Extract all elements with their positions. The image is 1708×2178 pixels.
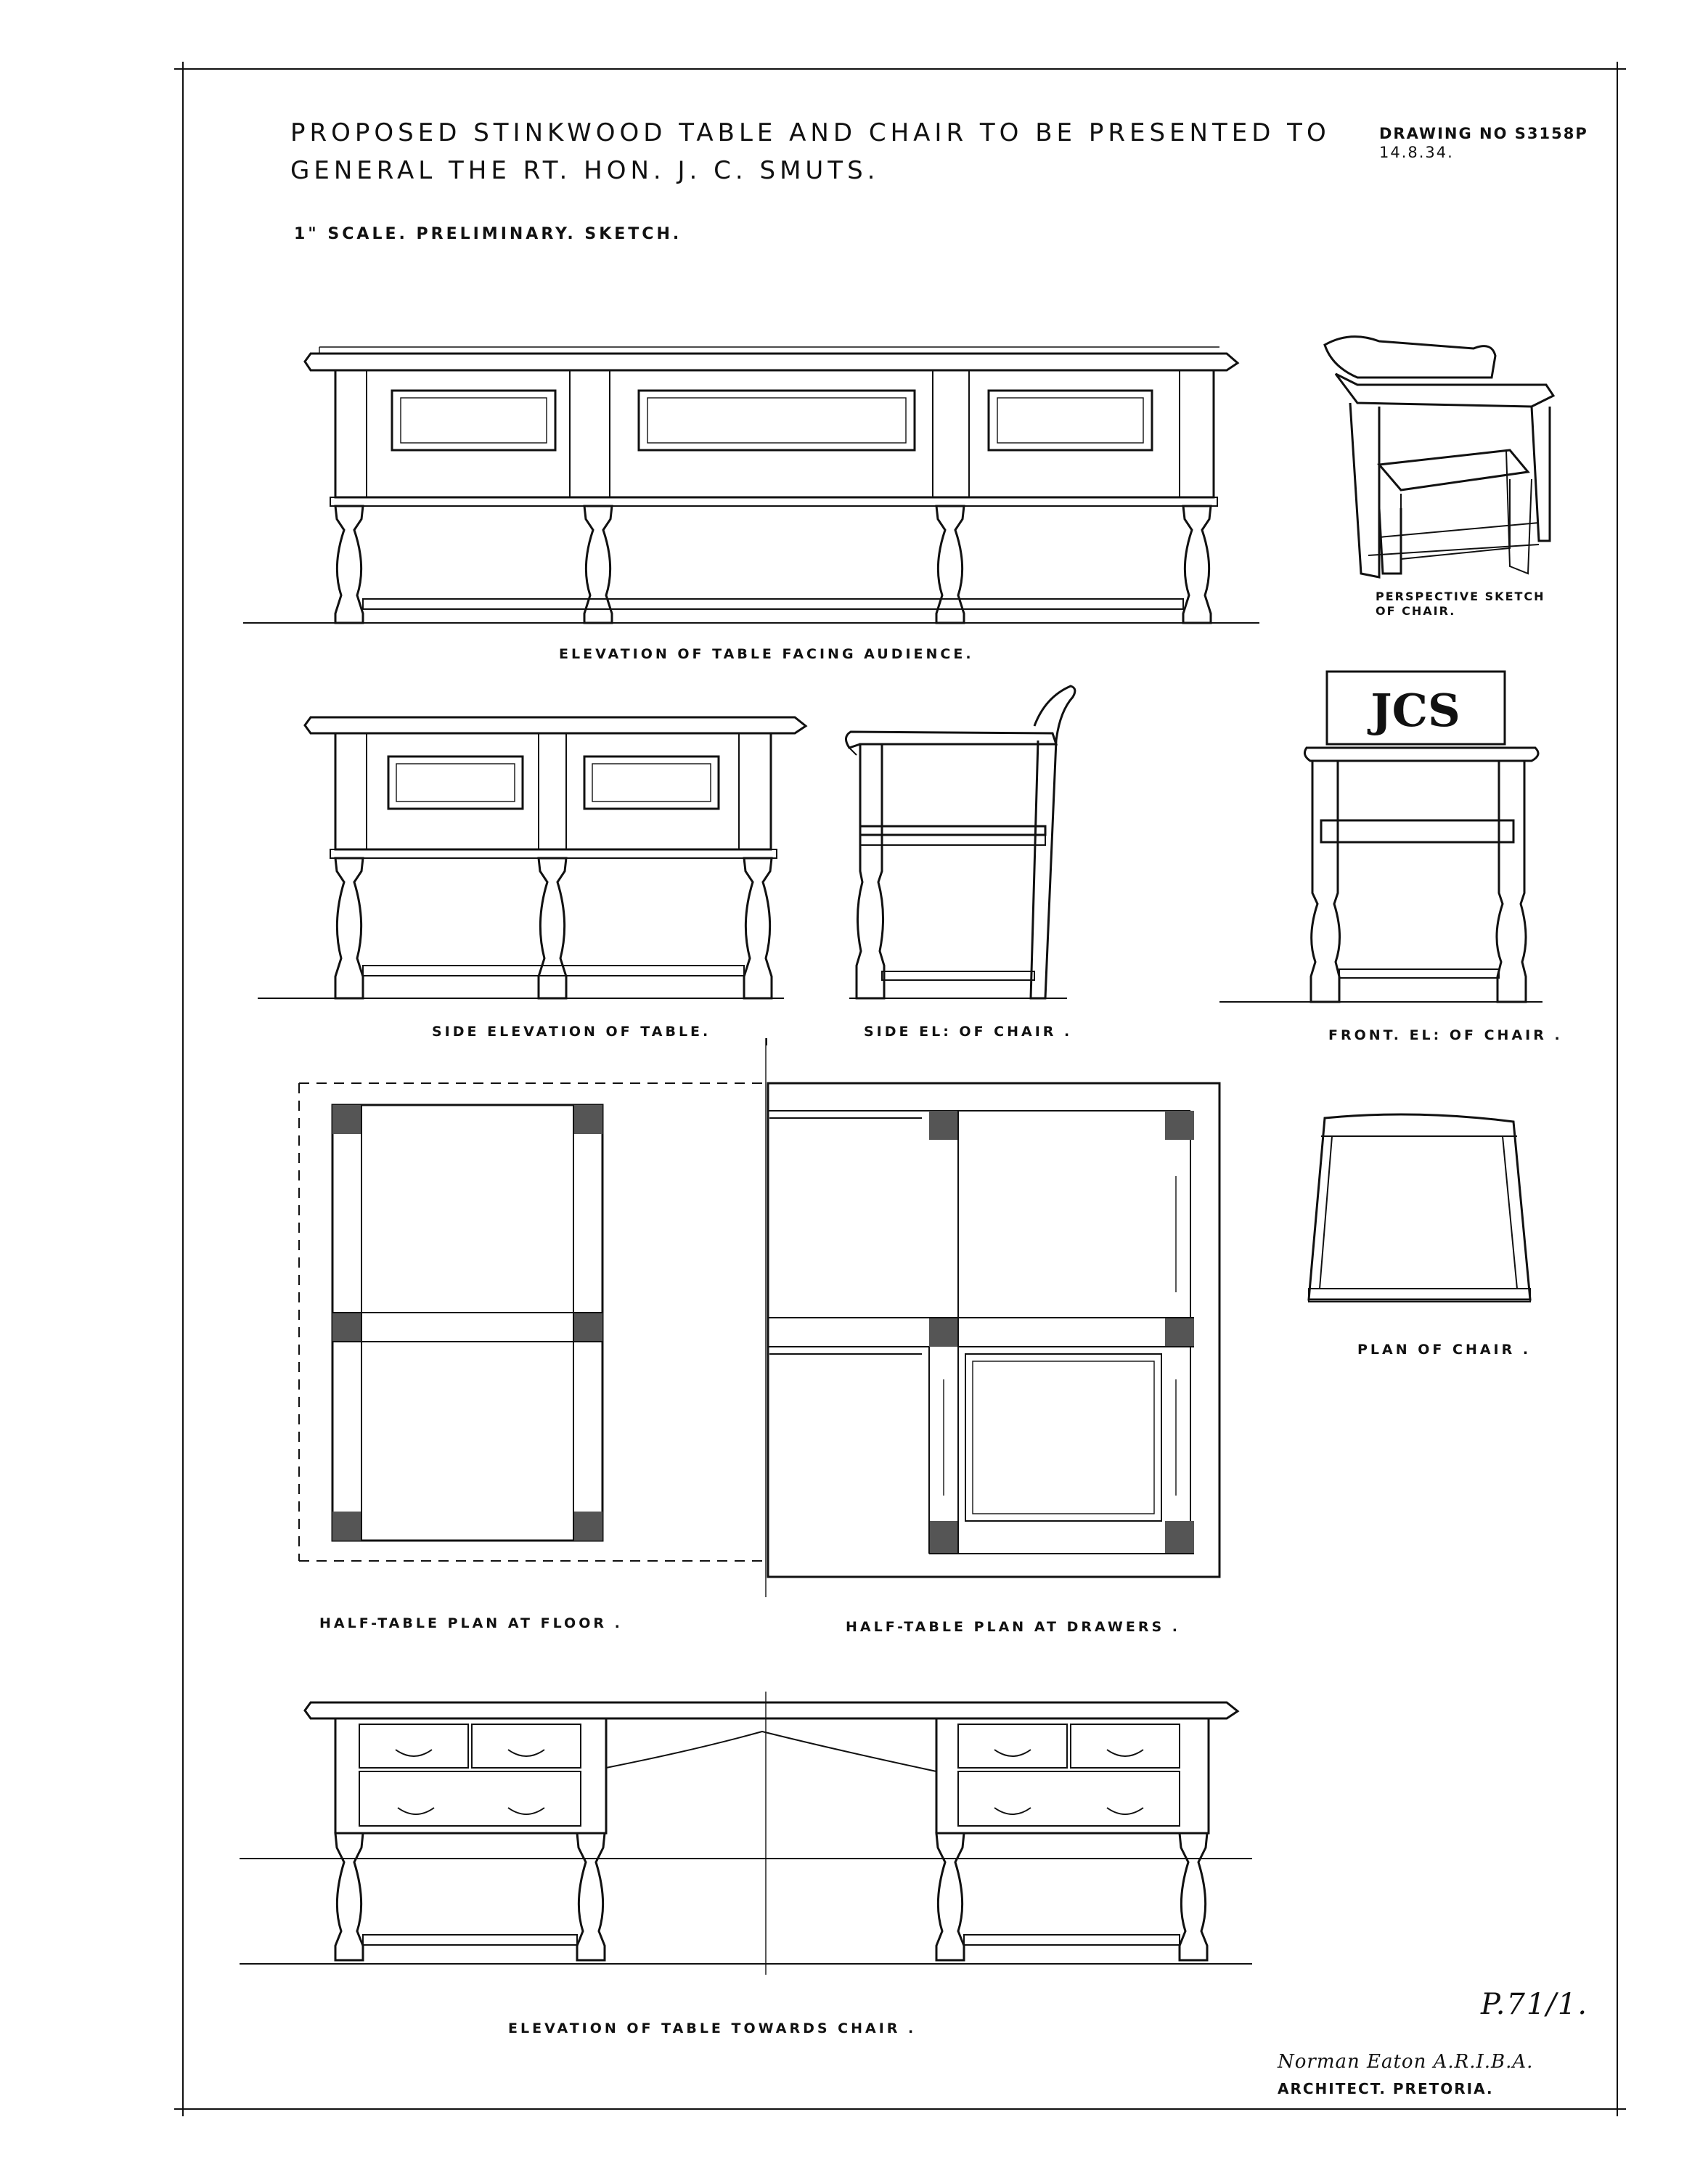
caption-front-chair: FRONT. EL: OF CHAIR . [1328, 1027, 1563, 1043]
subtitle: 1" SCALE. PRELIMINARY. SKETCH. [294, 225, 682, 243]
architect-signature: Norman Eaton A.R.I.B.A. [1278, 2051, 1534, 2073]
half-table-plan-drawers [768, 1083, 1219, 1577]
elevation-table-facing-audience [243, 347, 1259, 623]
architect-role: ARCHITECT. PRETORIA. [1278, 2080, 1494, 2097]
title-line-1: PROPOSED STINKWOOD TABLE AND CHAIR TO BE PRESENTED TO [290, 118, 1331, 147]
side-elevation-table [258, 717, 806, 998]
caption-plan-floor: HALF-TABLE PLAN AT FLOOR . [319, 1615, 623, 1631]
caption-elevation-chair: ELEVATION OF TABLE TOWARDS CHAIR . [508, 2020, 917, 2036]
sheet-reference: P.71/1. [1481, 1988, 1589, 2021]
side-elevation-chair [846, 686, 1074, 998]
drawing-date: 14.8.34. [1379, 144, 1454, 161]
caption-side-chair: SIDE EL: OF CHAIR . [864, 1024, 1073, 1040]
caption-perspective-1: PERSPECTIVE SKETCH [1376, 590, 1545, 603]
drawer-handles [396, 1750, 1143, 1814]
front-elevation-chair [1219, 672, 1542, 1002]
title-line-2: GENERAL THE RT. HON. J. C. SMUTS. [290, 156, 880, 185]
caption-plan-chair: PLAN OF CHAIR . [1357, 1342, 1532, 1358]
caption-side-table: SIDE ELEVATION OF TABLE. [432, 1024, 711, 1040]
perspective-sketch-chair [1325, 337, 1553, 577]
chair-monogram-front: JCS [1370, 684, 1460, 737]
drawing-number: DRAWING NO S3158P [1379, 125, 1588, 142]
caption-perspective-2: OF CHAIR. [1376, 604, 1456, 618]
elevation-table-towards-chair [240, 1692, 1252, 1975]
caption-plan-drawers: HALF-TABLE PLAN AT DRAWERS . [846, 1619, 1180, 1635]
half-table-plan-floor [299, 1038, 768, 1597]
caption-elevation-audience: ELEVATION OF TABLE FACING AUDIENCE. [559, 646, 974, 662]
table-legs-audience [335, 506, 1211, 623]
plan-of-chair [1309, 1114, 1530, 1302]
